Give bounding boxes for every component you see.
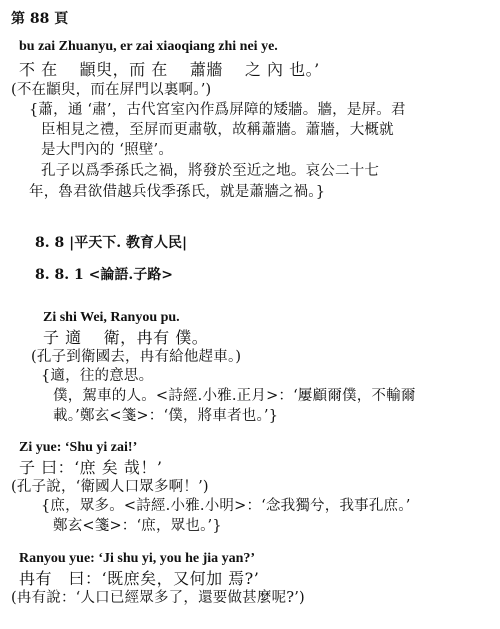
text-line-t4: (冉有說：‘人口已經眾多了，還要做甚麼呢?’) [11,590,305,606]
text-line-p2: Zi shi Wei, Ranyou pu. [43,310,180,325]
text-line-n1c: 是大門內的 ‘照壁’。 [41,142,174,158]
text-line-h1: 8. 8 |平天下. 教育人民| [35,235,188,251]
text-line-p3: Zi yue: ‘Shu yi zai!’ [19,440,138,455]
text-line-n1d: 孔子以爲季孫氏之禍，將發於至近之地。哀公二十七 [41,163,380,179]
text-line-t3: (孔子說，‘衛國人口眾多啊！’) [11,479,209,495]
text-line-n2a: {適，往的意思。 [41,368,154,384]
text-line-n1b: 臣相見之禮，至屏而更肅敬，故稱蕭牆。蕭牆，大概就 [41,122,394,138]
text-line-t2: (孔子到衛國去，冉有給他趕車。) [31,349,242,365]
text-line-c1: 不 在 顓臾，而 在 蕭牆 之 內 也。’ [19,60,320,79]
text-line-n3a: {庶，眾多。<詩經.小雅.小明>：‘念我獨兮，我事孔庶。’ [41,498,411,514]
text-line-p4: Ranyou yue: ‘Ji shu yi, you he jia yan?’ [19,551,256,566]
text-line-t1: (不在顓臾，而在屏門以裏啊。’) [11,82,212,98]
text-line-p1: bu zai Zhuanyu, er zai xiaoqiang zhi nei ye. [19,39,278,54]
text-line-n1e: 年，魯君欲借越兵伐季孫氏，就是蕭牆之禍。} [29,184,326,200]
page-header: 第 88 頁 [11,11,69,27]
text-line-n2b: 僕，駕車的人。<詩經.小雅.正月>：‘屢顧爾僕，不輸爾 [53,388,416,404]
text-line-c3: 子 曰：‘庶 矣 哉！’ [19,458,163,477]
text-line-n2c: 載。’鄭玄<箋>：‘僕，將車者也。’} [53,408,279,424]
text-line-n3b: 鄭玄<箋>：‘庶，眾也。’} [53,518,222,534]
text-line-n1a: {蕭，通 ‘肅’，古代宮室內作爲屏障的矮牆。牆，是屏。君 [29,102,406,118]
text-line-h2: 8. 8. 1 <論語.子路> [35,267,173,283]
text-line-c4: 冉有 曰：‘既庶矣，又何加 焉?’ [19,569,260,588]
text-line-c2: 子 適 衛，冉有 僕。 [43,328,209,347]
